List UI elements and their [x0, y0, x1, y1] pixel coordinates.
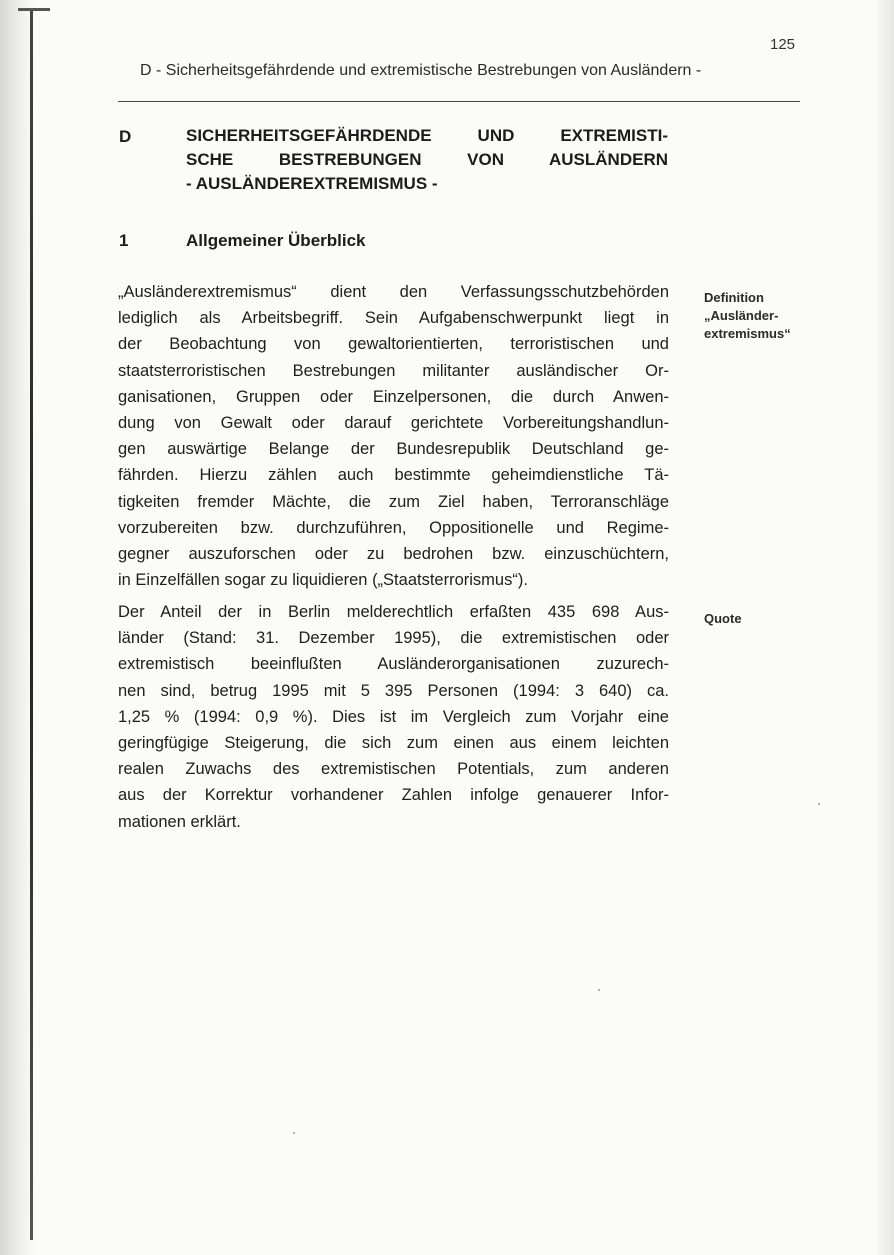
section-number: 1 [119, 231, 129, 250]
binding-corner-mark [18, 8, 50, 11]
chapter-letter: D [119, 127, 132, 146]
scan-speck [818, 803, 820, 805]
text-line: fährden. Hierzu zählen auch bestimmte geheimdienstliche Tä- [118, 466, 669, 485]
margin-note-quote [704, 610, 742, 628]
paragraph-quote [118, 599, 669, 835]
text-line: Der Anteil der in Berlin melderechtlich erfaßten 435 698 Aus- [118, 603, 669, 621]
margin-note-line: Quote [704, 611, 742, 626]
text-line: geringfügige Steigerung, die sich zum einen aus einem leichten [118, 733, 669, 752]
text-line: tigkeiten fremder Mächte, die zum Ziel haben, Terroranschläge [118, 492, 669, 511]
margin-note-definition [704, 289, 791, 343]
page-number: 125 [770, 36, 796, 53]
margin-note-line: extremismus“ [704, 326, 791, 341]
text-line: vorzubereiten bzw. durchzuführen, Oppositionelle und Regime- [118, 518, 669, 537]
chapter-title-line: SCHE BESTREBUNGEN VON AUSLÄNDERN [186, 150, 668, 169]
scan-speck [598, 989, 600, 991]
scan-speck [293, 1132, 295, 1134]
text-line: der Beobachtung von gewaltorientierten, terroristischen und [118, 335, 669, 354]
text-line: realen Zuwachs des extremistischen Potentials, zum anderen [118, 760, 669, 779]
text-line: gegner auszuforschen oder zu bedrohen bzw. einzuschüchtern, [118, 544, 669, 563]
binding-edge-line [30, 10, 33, 1240]
margin-note-line: „Ausländer- [704, 308, 779, 323]
text-line: lediglich als Arbeitsbegriff. Sein Aufgabenschwerpunkt liegt in [118, 309, 669, 328]
text-line: dung von Gewalt oder darauf gerichtete Vorbereitungshandlun- [118, 413, 669, 432]
chapter-title-line: SICHERHEITSGEFÄHRDENDE UND EXTREMISTI- [186, 126, 668, 145]
text-line: „Ausländerextremismus“ dient den Verfassungsschutzbehörden [118, 283, 669, 301]
text-line: ganisationen, Gruppen oder Einzelpersonen, die durch Anwen- [118, 387, 669, 406]
text-line: extremistisch beeinflußten Ausländerorganisationen zuzurech- [118, 655, 669, 674]
text-line: nen sind, betrug 1995 mit 5 395 Personen (1994: 3 640) ca. [118, 681, 669, 700]
chapter-title [186, 124, 668, 196]
paragraph-definition [118, 279, 669, 593]
text-line: länder (Stand: 31. Dezember 1995), die extremistischen oder [118, 629, 669, 648]
margin-note-line: Definition [704, 290, 764, 305]
text-line: mationen erklärt. [118, 812, 241, 831]
text-line: 1,25 % (1994: 0,9 %). Dies ist im Vergleich zum Vorjahr eine [118, 707, 669, 726]
chapter-title-line: - AUSLÄNDEREXTREMISMUS - [186, 174, 438, 193]
section-title: Allgemeiner Überblick [186, 231, 366, 250]
text-line: in Einzelfällen sogar zu liquidieren („Staatsterrorismus“). [118, 571, 528, 590]
text-line: gen auswärtige Belange der Bundesrepublik Deutschland ge- [118, 440, 669, 459]
text-line: aus der Korrektur vorhandener Zahlen infolge genauerer Infor- [118, 786, 669, 805]
binding-edge-shadow [0, 0, 34, 1255]
right-edge-shadow [874, 0, 894, 1255]
header-rule [118, 101, 800, 102]
running-header: D - Sicherheitsgefährdende und extremistische Bestrebungen von Ausländern - [140, 62, 702, 79]
text-line: staatsterroristischen Bestrebungen militanter ausländischer Or- [118, 361, 669, 380]
